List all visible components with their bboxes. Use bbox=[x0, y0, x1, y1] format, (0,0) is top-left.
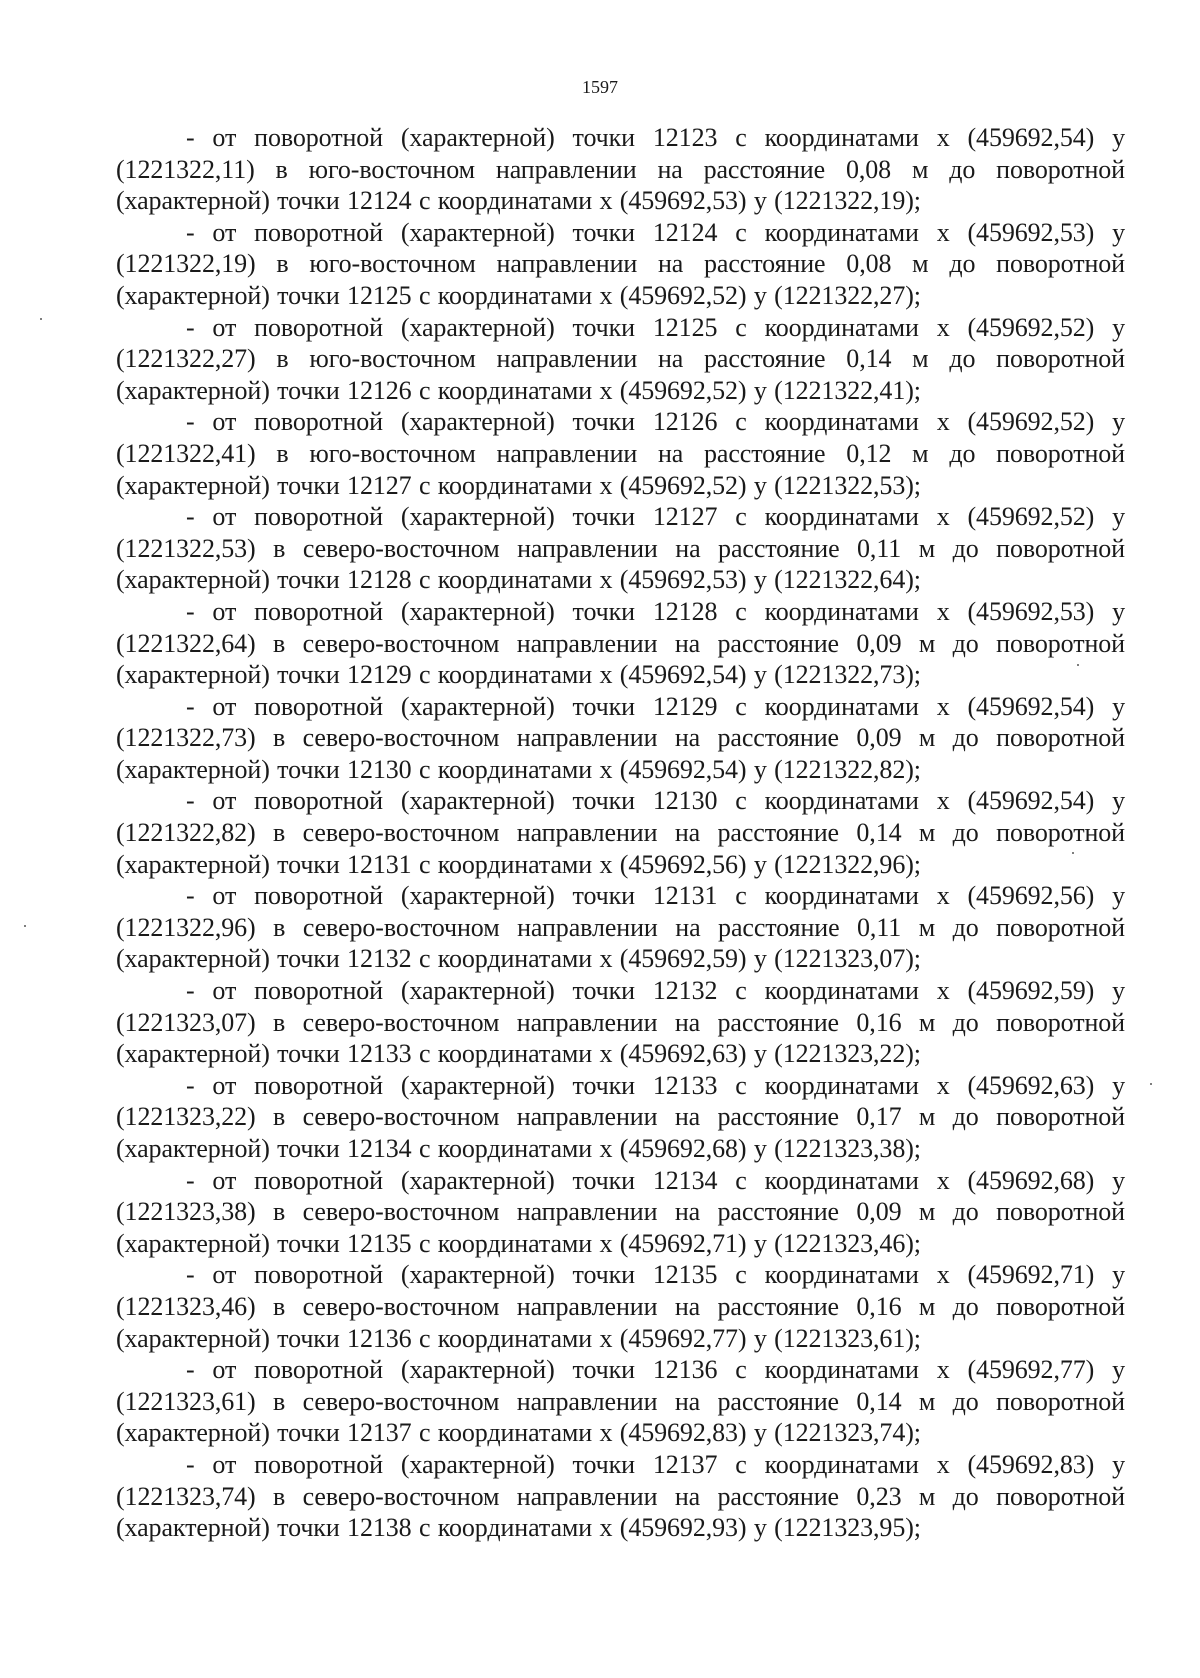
paragraph: - от поворотной (характерной) точки 12126 с координатами х (459692,52) у (1221322,41) в юго-восточном направлении на расстояние 0,12 м до поворотной (характерной) точки 12127 с координатами х (459692,52) у (1221322,53); bbox=[116, 407, 1125, 500]
paragraph: - от поворотной (характерной) точки 12134 с координатами х (459692,68) у (1221323,38) в северо-восточном направлении на расстояние 0,09 м до поворотной (характерной) точки 12135 с координатами х (459692,71) у (1221323,46); bbox=[116, 1165, 1125, 1258]
paragraph: - от поворотной (характерной) точки 12124 с координатами х (459692,53) у (1221322,19) в юго-восточном направлении на расстояние 0,08 м до поворотной (характерной) точки 12125 с координатами х (459692,52) у (1221322,27); bbox=[116, 217, 1125, 310]
paragraph: - от поворотной (характерной) точки 12132 с координатами х (459692,59) у (1221323,07) в северо-восточном направлении на расстояние 0,16 м до поворотной (характерной) точки 12133 с координатами х (459692,63) у (1221323,22); bbox=[116, 976, 1125, 1069]
page-number: 1597 bbox=[582, 77, 618, 97]
paragraph: - от поворотной (характерной) точки 12129 с координатами х (459692,54) у (1221322,73) в северо-восточном направлении на расстояние 0,09 м до поворотной (характерной) точки 12130 с координатами х (459692,54) у (1221322,82); bbox=[116, 691, 1125, 784]
scan-speck bbox=[40, 318, 42, 320]
paragraph: - от поворотной (характерной) точки 12133 с координатами х (459692,63) у (1221323,22) в северо-восточном направлении на расстояние 0,17 м до поворотной (характерной) точки 12134 с координатами х (459692,68) у (1221323,38); bbox=[116, 1070, 1125, 1163]
scan-speck bbox=[24, 925, 26, 927]
paragraph: - от поворотной (характерной) точки 12135 с координатами х (459692,71) у (1221323,46) в северо-восточном направлении на расстояние 0,16 м до поворотной (характерной) точки 12136 с координатами х (459692,77) у (1221323,61); bbox=[116, 1260, 1125, 1353]
paragraph: - от поворотной (характерной) точки 12136 с координатами х (459692,77) у (1221323,61) в северо-восточном направлении на расстояние 0,14 м до поворотной (характерной) точки 12137 с координатами х (459692,83) у (1221323,74); bbox=[116, 1355, 1125, 1448]
scan-speck bbox=[1150, 1083, 1152, 1085]
paragraph: - от поворотной (характерной) точки 12127 с координатами х (459692,52) у (1221322,53) в северо-восточном направлении на расстояние 0,11 м до поворотной (характерной) точки 12128 с координатами х (459692,53) у (1221322,64); bbox=[116, 502, 1125, 595]
paragraph: - от поворотной (характерной) точки 12137 с координатами х (459692,83) у (1221323,74) в северо-восточном направлении на расстояние 0,23 м до поворотной (характерной) точки 12138 с координатами х (459692,93) у (1221323,95); bbox=[116, 1449, 1125, 1543]
scan-speck bbox=[1077, 664, 1079, 666]
paragraph: - от поворотной (характерной) точки 12130 с координатами х (459692,54) у (1221322,82) в северо-восточном направлении на расстояние 0,14 м до поворотной (характерной) точки 12131 с координатами х (459692,56) у (1221322,96); bbox=[116, 786, 1125, 879]
document-body bbox=[116, 122, 1125, 1544]
scan-speck bbox=[1072, 852, 1074, 854]
paragraph: - от поворотной (характерной) точки 12125 с координатами х (459692,52) у (1221322,27) в юго-восточном направлении на расстояние 0,14 м до поворотной (характерной) точки 12126 с координатами х (459692,52) у (1221322,41); bbox=[116, 312, 1125, 405]
paragraph: - от поворотной (характерной) точки 12128 с координатами х (459692,53) у (1221322,64) в северо-восточном направлении на расстояние 0,09 м до поворотной (характерной) точки 12129 с координатами х (459692,54) у (1221322,73); bbox=[116, 596, 1125, 690]
paragraph: - от поворотной (характерной) точки 12131 с координатами х (459692,56) у (1221322,96) в северо-восточном направлении на расстояние 0,11 м до поворотной (характерной) точки 12132 с координатами х (459692,59) у (1221323,07); bbox=[116, 881, 1125, 974]
paragraph: - от поворотной (характерной) точки 12123 с координатами х (459692,54) у (1221322,11) в юго-восточном направлении на расстояние 0,08 м до поворотной (характерной) точки 12124 с координатами х (459692,53) у (1221322,19); bbox=[116, 123, 1125, 216]
